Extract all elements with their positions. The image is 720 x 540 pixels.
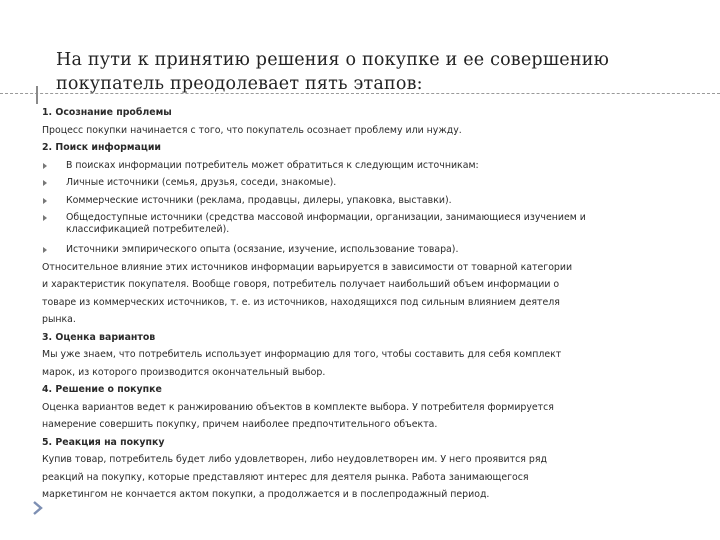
paragraph-line: марок, из которого производится окончательный выбор. [42,366,326,378]
paragraph-line: Купив товар, потребитель будет либо удовлетворен, либо неудовлетворен им. У него проявится ряд [42,454,547,465]
section-heading: 4. Решение о покупке [42,384,162,395]
paragraph-line: товаре из коммерческих источников, т. е. из источников, находящихся под сильным влиянием деятеля [42,296,560,308]
list-item-text: В поисках информации потребитель может обратиться к следующим источникам: [66,159,479,171]
paragraph-line: намерение совершить покупку, причем наиболее предпочтительного объекта. [42,419,438,430]
triangle-bullet-icon [43,180,47,186]
paragraph-line: рынка. [42,314,76,325]
list-item-text: Коммерческие источники (реклама, продавцы, дилеры, упаковка, выставки). [66,194,452,206]
paragraph-line: и характеристик покупателя. Вообще говоря, потребитель получает наибольший объем информации о [42,279,560,290]
paragraph-line: Оценка вариантов ведет к ранжированию объектов в комплекте выбора. У потребителя формируется [42,401,554,413]
paragraph-line: реакций на покупку, которые представляют интерес для деятеля рынка. Работа занимающегося [42,471,529,483]
slide-title-line-2: покупатель преодолевает пять этапов: [56,74,423,94]
title-accent-bar [36,86,38,104]
section-heading: 3. Оценка вариантов [42,331,156,343]
triangle-bullet-icon [43,163,47,169]
slide-content [42,104,612,504]
section-heading: 1. Осознание проблемы [42,107,172,118]
title-divider [0,93,720,94]
triangle-bullet-icon [43,215,47,221]
paragraph-line: Мы уже знаем, что потребитель использует информацию для того, чтобы составить для себя комплект [42,349,562,360]
slide-title [56,48,696,96]
slide-title-line-1: На пути к принятию решения о покупке и ее совершению [56,50,610,70]
chevron-right-icon[interactable] [30,500,46,516]
paragraph-line: Относительное влияние этих источников информации варьируется в зависимости от товарной категории [42,261,573,273]
triangle-bullet-icon [43,198,47,204]
list-item-text: Личные источники (семья, друзья, соседи, знакомые). [66,177,337,188]
list-item [42,192,612,210]
paragraph-line: маркетингом не кончается актом покупки, а продолжается и в послепродажный период. [42,489,490,500]
list-item [42,241,612,259]
section-heading: 2. Поиск информации [42,142,161,153]
list-item [42,174,612,192]
section-heading: 5. Реакция на покупку [42,436,165,448]
triangle-bullet-icon [43,247,47,253]
paragraph-line: Процесс покупки начинается с того, что покупатель осознает проблему или нужду. [42,124,462,136]
list-item-text: Источники эмпирического опыта (осязание, изучение, использование товара). [66,244,459,255]
list-item [42,209,612,241]
list-item-text: Общедоступные источники (средства массовой информации, организации, занимающиеся изучением и классификацией потребителей). [66,212,586,235]
list-item [42,157,612,175]
